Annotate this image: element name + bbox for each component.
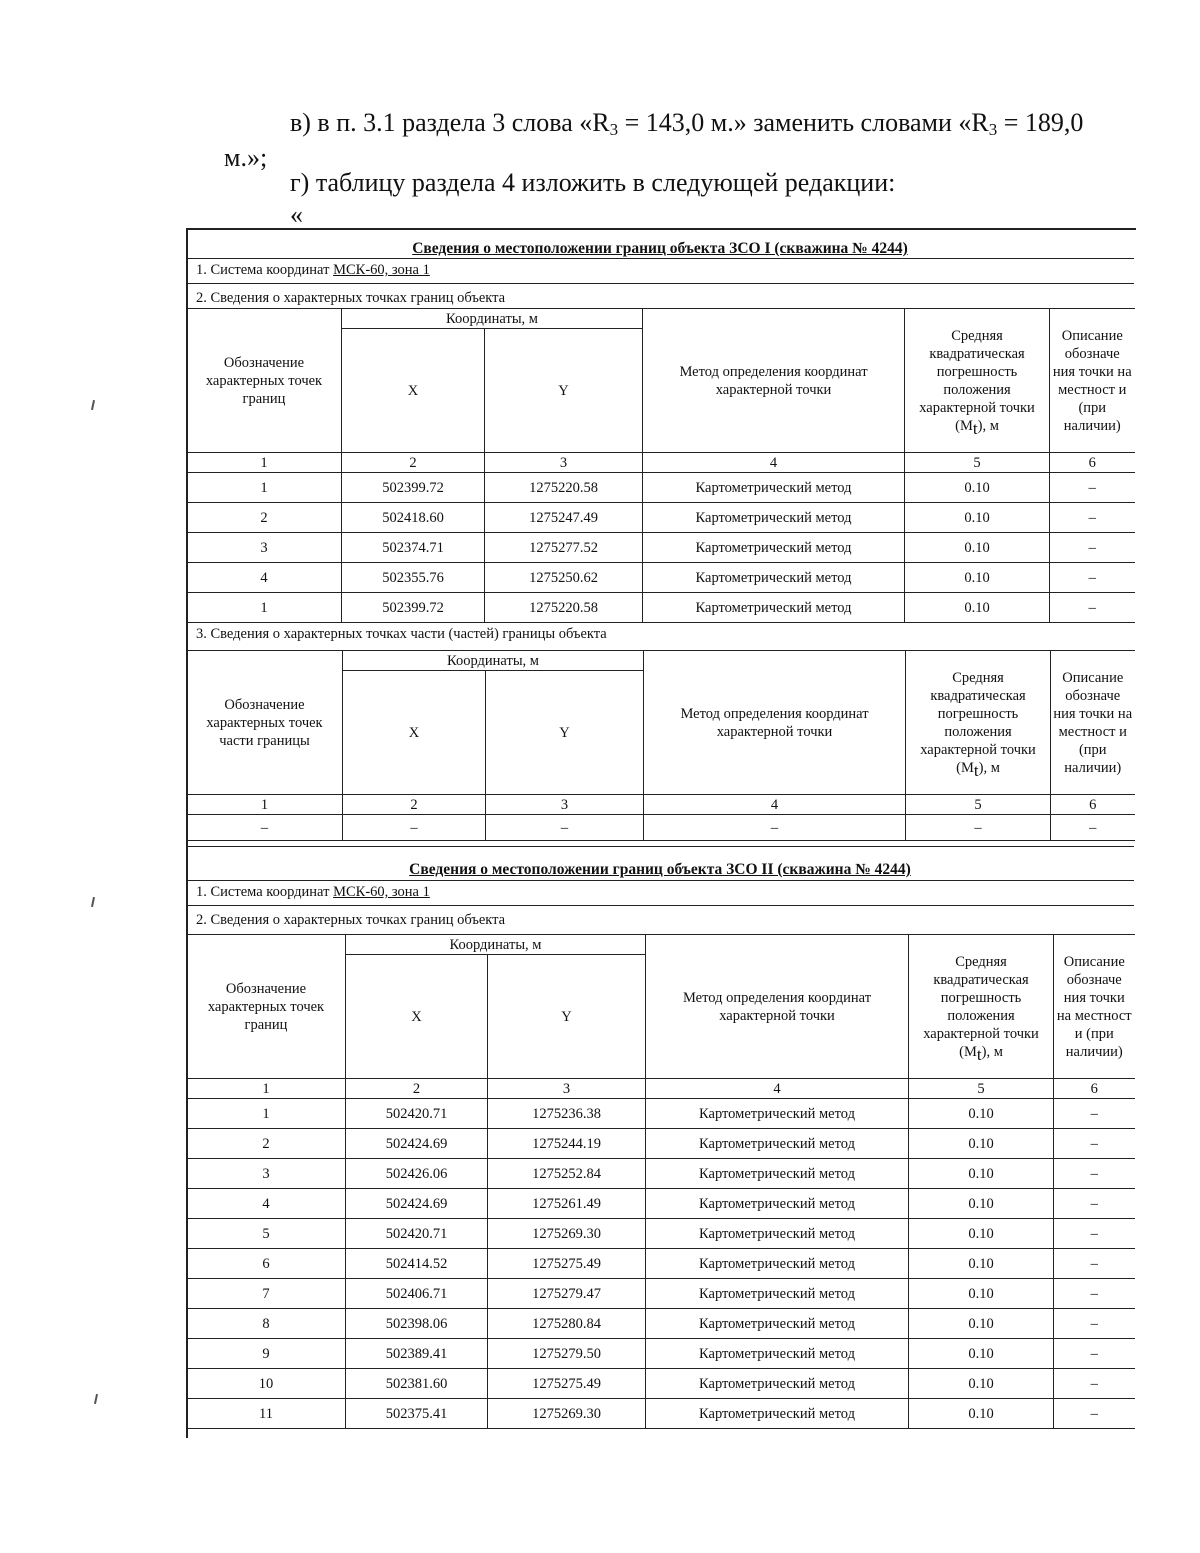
- paragraph-v-part2: = 143,0 м.» заменить словами «R: [618, 108, 989, 137]
- cell-point-number: 1: [187, 593, 342, 623]
- header-error-sub: t: [972, 418, 978, 438]
- header-y: Y: [486, 671, 644, 795]
- cell-x: 502399.72: [342, 473, 485, 503]
- table-row: [187, 1339, 1135, 1369]
- cell-description: –: [1050, 593, 1135, 623]
- zso1-title: [186, 240, 1134, 258]
- zso2-coord-system: [186, 884, 1134, 906]
- header-part-point-designation: Обозначение характерных точек части границы: [187, 651, 343, 795]
- zso1-points-table: [186, 308, 1135, 623]
- cell-error: 0.10: [905, 503, 1050, 533]
- cell-y: 1275269.30: [488, 1399, 646, 1429]
- header-num: 2: [343, 795, 486, 815]
- parts-section-label: 3. Сведения о характерных точках части (частей) границы объекта: [196, 626, 607, 642]
- header-y: Y: [485, 329, 643, 453]
- zso2-title-text: Сведения о местоположении границ объекта ЗСО II (скважина № 4244): [409, 861, 911, 878]
- cell-description: –: [1054, 1309, 1135, 1339]
- table-row: [187, 815, 1135, 841]
- r3-subscript-1: 3: [609, 120, 619, 139]
- cell-point-number: 1: [187, 1099, 346, 1129]
- header-num: 5: [906, 795, 1051, 815]
- zso1-title-text: Сведения о местоположении границ объекта ЗСО I (скважина № 4244): [412, 240, 908, 257]
- header-error: [905, 309, 1050, 453]
- points-section-label: 2. Сведения о характерных точках границ объекта: [196, 290, 506, 306]
- cell-point-number: 4: [187, 1189, 346, 1219]
- header-error-end: ), м: [978, 759, 1000, 776]
- cell-point-number: –: [187, 815, 343, 841]
- cell-method: Картометрический метод: [646, 1279, 909, 1309]
- cell-point-number: 9: [187, 1339, 346, 1369]
- divider: [186, 880, 1134, 881]
- cell-method: Картометрический метод: [646, 1099, 909, 1129]
- cell-point-number: 8: [187, 1309, 346, 1339]
- header-method: Метод определения координат характерной точки: [646, 935, 909, 1079]
- cell-description: –: [1050, 473, 1135, 503]
- header-error-end: ), м: [977, 417, 999, 434]
- cell-error: 0.10: [909, 1129, 1054, 1159]
- zso1-points-section: [186, 290, 1134, 308]
- coord-system-value: МСК-60, зона 1: [333, 262, 430, 278]
- cell-error: 0.10: [905, 473, 1050, 503]
- paragraph-v-part3: = 189,0: [997, 108, 1084, 137]
- cell-point-number: 3: [187, 533, 342, 563]
- cell-y: 1275269.30: [488, 1219, 646, 1249]
- cell-x: 502389.41: [346, 1339, 488, 1369]
- cell-x: 502374.71: [342, 533, 485, 563]
- paragraph-g: г) таблицу раздела 4 изложить в следующей редакции:: [290, 168, 896, 197]
- header-numbers-row: [187, 1079, 1135, 1099]
- cell-method: Картометрический метод: [646, 1369, 909, 1399]
- header-num: 3: [488, 1079, 646, 1099]
- cell-x: 502399.72: [342, 593, 485, 623]
- header-num: 4: [644, 795, 906, 815]
- header-num: 6: [1054, 1079, 1135, 1099]
- cell-description: –: [1054, 1159, 1135, 1189]
- cell-method: Картометрический метод: [646, 1219, 909, 1249]
- header-error: [909, 935, 1054, 1079]
- cell-error: 0.10: [909, 1279, 1054, 1309]
- cell-y: 1275220.58: [485, 473, 643, 503]
- cell-description: –: [1054, 1189, 1135, 1219]
- cell-x: 502424.69: [346, 1129, 488, 1159]
- cell-x: 502375.41: [346, 1399, 488, 1429]
- table-row: [187, 503, 1135, 533]
- cell-description: –: [1054, 1339, 1135, 1369]
- cell-x: 502355.76: [342, 563, 485, 593]
- header-num: 5: [905, 453, 1050, 473]
- scan-mark: [91, 897, 95, 907]
- cell-method: Картометрический метод: [646, 1249, 909, 1279]
- table-row: [187, 1219, 1135, 1249]
- cell-point-number: 3: [187, 1159, 346, 1189]
- zso1-rows: [187, 473, 1135, 623]
- header-num: 6: [1050, 453, 1135, 473]
- table-row: [187, 1369, 1135, 1399]
- header-method: Метод определения координат характерной точки: [644, 651, 906, 795]
- header-num: 1: [187, 795, 343, 815]
- cell-point-number: 2: [187, 1129, 346, 1159]
- cell-y: 1275236.38: [488, 1099, 646, 1129]
- cell-y: 1275244.19: [488, 1129, 646, 1159]
- table-row: [187, 1129, 1135, 1159]
- cell-point-number: 1: [187, 473, 342, 503]
- header-num: 6: [1051, 795, 1135, 815]
- cell-point-number: 5: [187, 1219, 346, 1249]
- header-x: X: [346, 955, 488, 1079]
- header-description: Описание обозначе ния точки на местност и (при наличии): [1050, 309, 1135, 453]
- scan-mark: [94, 1394, 98, 1404]
- table-row: [187, 1099, 1135, 1129]
- zso1-coord-system: [186, 262, 1134, 284]
- header-num: 4: [643, 453, 905, 473]
- header-numbers-row: [187, 795, 1135, 815]
- cell-y: 1275275.49: [488, 1369, 646, 1399]
- paragraph-v-part1: в) в п. 3.1 раздела 3 слова «R: [290, 108, 610, 137]
- cell-y: 1275261.49: [488, 1189, 646, 1219]
- cell-description: –: [1054, 1099, 1135, 1129]
- cell-description: –: [1054, 1369, 1135, 1399]
- scan-mark: [91, 400, 95, 410]
- cell-y: 1275250.62: [485, 563, 643, 593]
- cell-method: Картометрический метод: [646, 1309, 909, 1339]
- cell-description: –: [1054, 1219, 1135, 1249]
- r3-subscript-2: 3: [988, 120, 998, 139]
- cell-error: 0.10: [909, 1219, 1054, 1249]
- header-error-text: Средняя квадратическая погрешность положения характерной точки (M: [919, 327, 1035, 434]
- cell-x: –: [343, 815, 486, 841]
- header-x: X: [343, 671, 486, 795]
- zso1-parts-rows: [187, 815, 1135, 841]
- table-row: [187, 1279, 1135, 1309]
- cell-error: 0.10: [905, 593, 1050, 623]
- table-row: [187, 1399, 1135, 1429]
- cell-method: Картометрический метод: [646, 1339, 909, 1369]
- cell-y: 1275247.49: [485, 503, 643, 533]
- cell-point-number: 2: [187, 503, 342, 533]
- cell-method: Картометрический метод: [643, 593, 905, 623]
- coord-system-label: 1. Система координат: [196, 884, 334, 900]
- table-row: [187, 533, 1135, 563]
- cell-x: 502420.71: [346, 1099, 488, 1129]
- header-num: 5: [909, 1079, 1054, 1099]
- cell-method: Картометрический метод: [643, 563, 905, 593]
- cell-y: –: [486, 815, 644, 841]
- header-point-designation: Обозначение характерных точек границ: [187, 935, 346, 1079]
- header-num: 2: [346, 1079, 488, 1099]
- table-row: [187, 1189, 1135, 1219]
- header-num: 1: [187, 1079, 346, 1099]
- cell-x: 502418.60: [342, 503, 485, 533]
- divider: [186, 258, 1134, 259]
- cell-description: –: [1050, 533, 1135, 563]
- cell-method: Картометрический метод: [643, 473, 905, 503]
- header-coordinates: Координаты, м: [343, 651, 644, 671]
- cell-error: 0.10: [909, 1159, 1054, 1189]
- cell-method: Картометрический метод: [646, 1189, 909, 1219]
- table-row: [187, 473, 1135, 503]
- paragraph-v: [290, 108, 1083, 138]
- cell-x: 502406.71: [346, 1279, 488, 1309]
- table-row: [187, 1159, 1135, 1189]
- table-row: [187, 1309, 1135, 1339]
- header-method: Метод определения координат характерной точки: [643, 309, 905, 453]
- header-x: X: [342, 329, 485, 453]
- cell-error: 0.10: [909, 1099, 1054, 1129]
- cell-description: –: [1054, 1279, 1135, 1309]
- cell-x: 502424.69: [346, 1189, 488, 1219]
- cell-description: –: [1051, 815, 1135, 841]
- cell-y: 1275252.84: [488, 1159, 646, 1189]
- cell-x: 502381.60: [346, 1369, 488, 1399]
- header-point-designation: Обозначение характерных точек границ: [187, 309, 342, 453]
- header-num: 3: [486, 795, 644, 815]
- cell-description: –: [1050, 503, 1135, 533]
- coord-system-label: 1. Система координат: [196, 262, 334, 278]
- cell-error: 0.10: [909, 1309, 1054, 1339]
- cell-point-number: 11: [187, 1399, 346, 1429]
- cell-description: –: [1050, 563, 1135, 593]
- divider: [186, 846, 1134, 847]
- cell-error: –: [906, 815, 1051, 841]
- cell-point-number: 7: [187, 1279, 346, 1309]
- cell-y: 1275220.58: [485, 593, 643, 623]
- cell-description: –: [1054, 1249, 1135, 1279]
- table-row: [187, 563, 1135, 593]
- cell-error: 0.10: [909, 1339, 1054, 1369]
- header-y: Y: [488, 955, 646, 1079]
- zso1-parts-section: [186, 626, 1134, 648]
- cell-method: Картометрический метод: [646, 1399, 909, 1429]
- cell-y: 1275275.49: [488, 1249, 646, 1279]
- cell-description: –: [1054, 1129, 1135, 1159]
- cell-x: 502398.06: [346, 1309, 488, 1339]
- cell-y: 1275279.47: [488, 1279, 646, 1309]
- cell-error: 0.10: [905, 533, 1050, 563]
- cell-y: 1275277.52: [485, 533, 643, 563]
- header-coordinates: Координаты, м: [346, 935, 646, 955]
- header-error-end: ), м: [981, 1043, 1003, 1060]
- zso2-points-section: [186, 912, 1134, 932]
- header-numbers-row: [187, 453, 1135, 473]
- header-description: Описание обозначе ния точки на местност и (при наличии): [1054, 935, 1135, 1079]
- cell-error: 0.10: [909, 1249, 1054, 1279]
- cell-description: –: [1054, 1399, 1135, 1429]
- open-quote: «: [290, 200, 303, 229]
- header-error-sub: t: [976, 1044, 982, 1064]
- coord-system-value: МСК-60, зона 1: [333, 884, 430, 900]
- zso2-title: [186, 861, 1134, 879]
- header-coordinates: Координаты, м: [342, 309, 643, 329]
- cell-method: Картометрический метод: [646, 1129, 909, 1159]
- cell-error: 0.10: [909, 1399, 1054, 1429]
- header-num: 3: [485, 453, 643, 473]
- cell-method: –: [644, 815, 906, 841]
- header-num: 4: [646, 1079, 909, 1099]
- cell-point-number: 4: [187, 563, 342, 593]
- cell-point-number: 6: [187, 1249, 346, 1279]
- header-error-sub: t: [973, 760, 979, 780]
- cell-x: 502420.71: [346, 1219, 488, 1249]
- cell-x: 502414.52: [346, 1249, 488, 1279]
- cell-error: 0.10: [909, 1369, 1054, 1399]
- cell-y: 1275279.50: [488, 1339, 646, 1369]
- cell-error: 0.10: [905, 563, 1050, 593]
- header-description: Описание обозначе ния точки на местност и (при наличии): [1051, 651, 1135, 795]
- cell-method: Картометрический метод: [646, 1159, 909, 1189]
- cell-error: 0.10: [909, 1189, 1054, 1219]
- zso2-points-table: [186, 934, 1135, 1429]
- header-num: 2: [342, 453, 485, 473]
- points-section-label: 2. Сведения о характерных точках границ объекта: [196, 912, 506, 928]
- zso2-rows: [187, 1099, 1135, 1429]
- header-error: [906, 651, 1051, 795]
- zso1-parts-table: [186, 650, 1135, 841]
- table-row: [187, 1249, 1135, 1279]
- header-error-text: Средняя квадратическая погрешность положения характерной точки (M: [923, 953, 1039, 1060]
- cell-y: 1275280.84: [488, 1309, 646, 1339]
- cell-method: Картометрический метод: [643, 503, 905, 533]
- table-row: [187, 593, 1135, 623]
- cell-point-number: 10: [187, 1369, 346, 1399]
- cell-method: Картометрический метод: [643, 533, 905, 563]
- header-num: 1: [187, 453, 342, 473]
- cell-x: 502426.06: [346, 1159, 488, 1189]
- header-error-text: Средняя квадратическая погрешность положения характерной точки (M: [920, 669, 1036, 776]
- paragraph-v-continuation: м.»;: [224, 143, 268, 172]
